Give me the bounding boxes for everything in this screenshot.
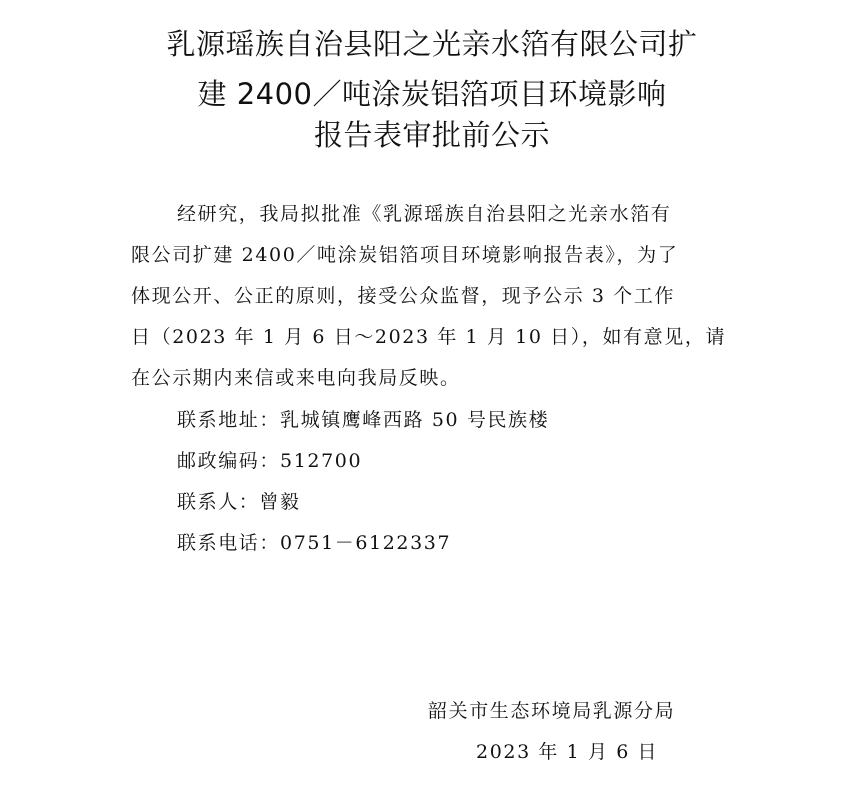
contact-person: 联系人：曾毅: [177, 491, 301, 513]
signature-date: 2023 年 1 月 6 日: [476, 741, 659, 763]
body-line-2: 限公司扩建 2400／吨涂炭铝箔项目环境影响报告表》，为了: [131, 244, 679, 266]
signature-organization: 韶关市生态环境局乳源分局: [428, 700, 676, 722]
body-line-4: 日（2023 年 1 月 6 日～2023 年 1 月 10 日），如有意见，请: [131, 326, 727, 348]
contact-address: 联系地址：乳城镇鹰峰西路 50 号民族楼: [177, 409, 550, 431]
body-line-1: 经研究，我局拟批准《乳源瑶族自治县阳之光亲水箔有: [177, 203, 672, 225]
notice-title-line-1: 乳源瑶族自治县阳之光亲水箔有限公司扩: [166, 27, 698, 61]
notice-body-paragraph: [131, 194, 741, 399]
notice-title-line-3: 报告表审批前公示: [313, 118, 550, 152]
notice-title-line-2: 建 2400／吨涂炭铝箔项目环境影响: [197, 77, 667, 111]
body-line-5: 在公示期内来信或来电向我局反映。: [131, 367, 461, 389]
body-line-3: 体现公开、公正的原则，接受公众监督，现予公示 3 个工作: [131, 285, 675, 307]
contact-postcode: 邮政编码：512700: [177, 450, 363, 472]
contact-phone: 联系电话：0751－6122337: [177, 532, 452, 554]
